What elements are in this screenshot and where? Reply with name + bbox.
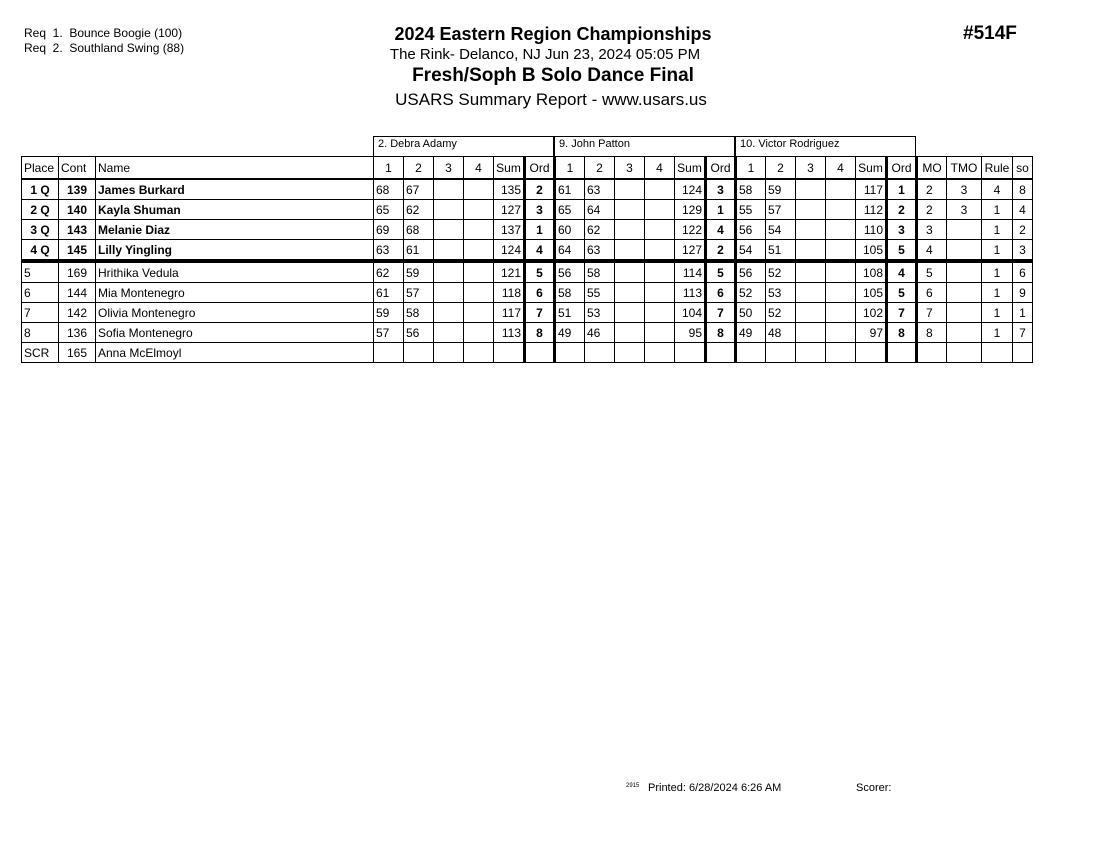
score-cell: 51 <box>555 303 585 323</box>
name-cell: Mia Montenegro <box>96 283 374 303</box>
mo-cell: 8 <box>917 323 947 343</box>
place-cell: 4 Q <box>22 240 59 262</box>
sum-cell: 129 <box>675 200 706 220</box>
cont-cell: 145 <box>59 240 96 262</box>
location-datetime: The Rink- Delanco, NJ Jun 23, 2024 05:05 PM <box>389 46 701 63</box>
ord-cell: 7 <box>525 303 555 323</box>
score-cell <box>615 261 645 283</box>
judge-header-3: 10. Victor Rodriguez <box>735 136 916 156</box>
col-j1-1: 1 <box>374 157 404 180</box>
col-mo: MO <box>917 157 947 180</box>
score-cell: 52 <box>766 303 796 323</box>
sum-cell <box>675 343 706 363</box>
score-cell: 58 <box>585 261 615 283</box>
score-cell: 55 <box>585 283 615 303</box>
ord-cell <box>706 343 736 363</box>
score-cell <box>464 240 494 262</box>
score-cell <box>796 303 826 323</box>
cont-cell: 169 <box>59 261 96 283</box>
col-sum-1: Sum <box>494 157 525 180</box>
col-tmo: TMO <box>947 157 982 180</box>
score-cell <box>615 200 645 220</box>
score-cell <box>645 179 675 200</box>
score-cell: 59 <box>766 179 796 200</box>
table-row <box>22 283 1033 303</box>
col-place: Place <box>22 157 59 180</box>
score-cell <box>434 283 464 303</box>
place-cell: 8 <box>22 323 59 343</box>
place-cell: 3 Q <box>22 220 59 240</box>
col-j1-4: 4 <box>464 157 494 180</box>
cont-cell: 143 <box>59 220 96 240</box>
ord-cell: 3 <box>525 200 555 220</box>
col-j3-2: 2 <box>766 157 796 180</box>
so-cell: 6 <box>1013 261 1033 283</box>
col-j2-3: 3 <box>615 157 645 180</box>
score-cell: 57 <box>374 323 404 343</box>
score-cell <box>615 343 645 363</box>
sum-cell <box>856 343 887 363</box>
sum-cell: 113 <box>675 283 706 303</box>
mo-cell: 3 <box>917 220 947 240</box>
results-table <box>21 156 1033 363</box>
score-cell: 49 <box>736 323 766 343</box>
tmo-cell <box>947 220 982 240</box>
sum-cell: 104 <box>675 303 706 323</box>
ord-cell: 4 <box>525 240 555 262</box>
col-cont: Cont <box>59 157 96 180</box>
cont-cell: 139 <box>59 179 96 200</box>
place-cell: 2 Q <box>22 200 59 220</box>
report-title: USARS Summary Report - www.usars.us <box>395 90 707 109</box>
so-cell: 4 <box>1013 200 1033 220</box>
sum-cell: 110 <box>856 220 887 240</box>
name-cell: James Burkard <box>96 179 374 200</box>
score-cell <box>434 240 464 262</box>
score-cell <box>615 240 645 262</box>
sum-cell: 124 <box>494 240 525 262</box>
ord-cell: 4 <box>887 261 917 283</box>
col-ord-3: Ord <box>887 157 917 180</box>
ord-cell: 5 <box>525 261 555 283</box>
so-cell: 8 <box>1013 179 1033 200</box>
ord-cell: 7 <box>706 303 736 323</box>
score-cell <box>645 303 675 323</box>
score-cell: 53 <box>585 303 615 323</box>
score-cell: 63 <box>374 240 404 262</box>
so-cell: 3 <box>1013 240 1033 262</box>
cont-cell: 140 <box>59 200 96 220</box>
sum-cell: 105 <box>856 283 887 303</box>
competition-title: 2024 Eastern Region Championships <box>394 24 712 44</box>
sum-cell: 102 <box>856 303 887 323</box>
score-cell <box>826 200 856 220</box>
score-cell: 56 <box>736 220 766 240</box>
rule-cell: 4 <box>982 179 1013 200</box>
score-cell: 56 <box>555 261 585 283</box>
score-cell <box>464 220 494 240</box>
col-so: so <box>1013 157 1033 180</box>
sum-cell: 121 <box>494 261 525 283</box>
table-row <box>22 343 1033 363</box>
cont-cell: 142 <box>59 303 96 323</box>
sum-cell: 127 <box>675 240 706 262</box>
score-cell: 54 <box>736 240 766 262</box>
table-row <box>22 220 1033 240</box>
ord-cell: 8 <box>887 323 917 343</box>
rule-cell: 1 <box>982 220 1013 240</box>
ord-cell: 6 <box>706 283 736 303</box>
score-cell <box>796 261 826 283</box>
score-cell: 46 <box>585 323 615 343</box>
ord-cell: 3 <box>887 220 917 240</box>
so-cell: 7 <box>1013 323 1033 343</box>
score-cell <box>645 240 675 262</box>
ord-cell: 4 <box>706 220 736 240</box>
score-cell: 56 <box>404 323 434 343</box>
score-cell <box>434 179 464 200</box>
so-cell: 2 <box>1013 220 1033 240</box>
score-cell <box>826 261 856 283</box>
sum-cell: 117 <box>494 303 525 323</box>
score-cell <box>796 179 826 200</box>
score-cell <box>645 323 675 343</box>
cont-cell: 136 <box>59 323 96 343</box>
col-j1-2: 2 <box>404 157 434 180</box>
ord-cell: 3 <box>706 179 736 200</box>
sum-cell: 124 <box>675 179 706 200</box>
place-cell: SCR <box>22 343 59 363</box>
score-cell <box>736 343 766 363</box>
table-row <box>22 261 1033 283</box>
cont-cell: 165 <box>59 343 96 363</box>
table-row <box>22 179 1033 200</box>
score-cell: 61 <box>555 179 585 200</box>
requirement-2: Req 2. Southland Swing (88) <box>24 41 185 55</box>
rule-cell: 1 <box>982 303 1013 323</box>
score-cell <box>464 200 494 220</box>
score-cell <box>434 323 464 343</box>
requirement-1: Req 1. Bounce Boogie (100) <box>24 26 183 40</box>
col-sum-2: Sum <box>675 157 706 180</box>
col-j2-2: 2 <box>585 157 615 180</box>
sum-cell: 135 <box>494 179 525 200</box>
score-cell <box>434 261 464 283</box>
ord-cell: 2 <box>706 240 736 262</box>
score-cell <box>645 343 675 363</box>
rule-cell: 1 <box>982 283 1013 303</box>
score-cell: 57 <box>766 200 796 220</box>
mo-cell: 6 <box>917 283 947 303</box>
results-body <box>22 157 1033 363</box>
score-cell: 59 <box>374 303 404 323</box>
score-cell: 53 <box>766 283 796 303</box>
name-cell: Olivia Montenegro <box>96 303 374 323</box>
tmo-cell: 3 <box>947 179 982 200</box>
sum-cell: 118 <box>494 283 525 303</box>
score-cell <box>645 200 675 220</box>
score-cell <box>796 200 826 220</box>
score-cell: 62 <box>374 261 404 283</box>
col-j3-1: 1 <box>736 157 766 180</box>
place-cell: 6 <box>22 283 59 303</box>
col-ord-1: Ord <box>525 157 555 180</box>
mo-cell: 7 <box>917 303 947 323</box>
table-row <box>22 303 1033 323</box>
score-cell: 57 <box>404 283 434 303</box>
tmo-cell <box>947 343 982 363</box>
sum-cell: 113 <box>494 323 525 343</box>
score-cell <box>434 303 464 323</box>
score-cell: 65 <box>555 200 585 220</box>
score-cell <box>615 220 645 240</box>
sum-cell: 114 <box>675 261 706 283</box>
sum-cell <box>494 343 525 363</box>
mo-cell <box>917 343 947 363</box>
header-row <box>22 157 1033 180</box>
score-cell <box>585 343 615 363</box>
col-j3-4: 4 <box>826 157 856 180</box>
score-cell <box>615 323 645 343</box>
score-cell: 58 <box>555 283 585 303</box>
sum-cell: 112 <box>856 200 887 220</box>
ord-cell: 7 <box>887 303 917 323</box>
col-j2-4: 4 <box>645 157 675 180</box>
place-cell: 7 <box>22 303 59 323</box>
sum-cell: 122 <box>675 220 706 240</box>
score-cell <box>434 200 464 220</box>
score-cell <box>796 323 826 343</box>
score-cell: 58 <box>404 303 434 323</box>
score-cell: 68 <box>374 179 404 200</box>
score-cell <box>826 240 856 262</box>
score-cell: 69 <box>374 220 404 240</box>
so-cell: 1 <box>1013 303 1033 323</box>
score-cell: 64 <box>555 240 585 262</box>
printed-timestamp: Printed: 6/28/2024 6:26 AM <box>648 782 782 794</box>
name-cell: Anna McElmoyl <box>96 343 374 363</box>
score-cell <box>464 303 494 323</box>
score-cell <box>374 343 404 363</box>
name-cell: Sofia Montenegro <box>96 323 374 343</box>
tmo-cell: 3 <box>947 200 982 220</box>
col-sum-3: Sum <box>856 157 887 180</box>
score-cell <box>615 283 645 303</box>
sum-cell: 108 <box>856 261 887 283</box>
mo-cell: 2 <box>917 200 947 220</box>
scorer-label: Scorer: <box>856 782 892 794</box>
score-cell: 63 <box>585 179 615 200</box>
tmo-cell <box>947 283 982 303</box>
score-cell: 59 <box>404 261 434 283</box>
col-name: Name <box>96 157 374 180</box>
score-cell <box>796 240 826 262</box>
sum-cell: 97 <box>856 323 887 343</box>
rule-cell: 1 <box>982 240 1013 262</box>
score-cell <box>796 220 826 240</box>
ord-cell: 1 <box>887 179 917 200</box>
rule-cell <box>982 343 1013 363</box>
score-cell <box>434 343 464 363</box>
name-cell: Kayla Shuman <box>96 200 374 220</box>
ord-cell: 5 <box>887 240 917 262</box>
score-cell <box>645 283 675 303</box>
score-cell: 61 <box>404 240 434 262</box>
score-cell <box>826 179 856 200</box>
score-cell <box>464 323 494 343</box>
score-cell <box>464 179 494 200</box>
mo-cell: 2 <box>917 179 947 200</box>
score-cell <box>404 343 434 363</box>
sum-cell: 137 <box>494 220 525 240</box>
rule-cell: 1 <box>982 261 1013 283</box>
table-row <box>22 240 1033 262</box>
rule-cell: 1 <box>982 323 1013 343</box>
sum-cell: 127 <box>494 200 525 220</box>
place-cell: 5 <box>22 261 59 283</box>
score-cell: 68 <box>404 220 434 240</box>
mo-cell: 4 <box>917 240 947 262</box>
ord-cell: 1 <box>525 220 555 240</box>
cont-cell: 144 <box>59 283 96 303</box>
score-cell <box>434 220 464 240</box>
score-cell <box>826 303 856 323</box>
ord-cell: 8 <box>706 323 736 343</box>
col-rule: Rule <box>982 157 1013 180</box>
judge-header-2: 9. John Patton <box>554 136 735 156</box>
ord-cell: 1 <box>706 200 736 220</box>
ord-cell: 8 <box>525 323 555 343</box>
sum-cell: 117 <box>856 179 887 200</box>
score-cell: 55 <box>736 200 766 220</box>
score-cell <box>464 261 494 283</box>
score-cell: 54 <box>766 220 796 240</box>
judge-header-1: 2. Debra Adamy <box>373 136 554 156</box>
place-cell: 1 Q <box>22 179 59 200</box>
so-cell: 9 <box>1013 283 1033 303</box>
col-ord-2: Ord <box>706 157 736 180</box>
tmo-cell <box>947 261 982 283</box>
score-cell <box>826 283 856 303</box>
rule-cell: 1 <box>982 200 1013 220</box>
score-cell: 58 <box>736 179 766 200</box>
score-cell <box>826 343 856 363</box>
tmo-cell <box>947 323 982 343</box>
ord-cell <box>525 343 555 363</box>
score-cell <box>555 343 585 363</box>
ord-cell <box>887 343 917 363</box>
table-row <box>22 200 1033 220</box>
name-cell: Hrithika Vedula <box>96 261 374 283</box>
mo-cell: 5 <box>917 261 947 283</box>
score-cell <box>645 220 675 240</box>
score-cell <box>615 303 645 323</box>
score-cell <box>826 220 856 240</box>
score-cell: 48 <box>766 323 796 343</box>
score-cell <box>796 283 826 303</box>
ord-cell: 2 <box>887 200 917 220</box>
event-name: Fresh/Soph B Solo Dance Final <box>412 65 694 86</box>
score-cell: 67 <box>404 179 434 200</box>
footer-code: 2915 <box>626 783 640 789</box>
so-cell <box>1013 343 1033 363</box>
score-cell: 63 <box>585 240 615 262</box>
table-row <box>22 323 1033 343</box>
score-cell: 49 <box>555 323 585 343</box>
event-number: #514F <box>963 23 1017 44</box>
name-cell: Lilly Yingling <box>96 240 374 262</box>
name-cell: Melanie Diaz <box>96 220 374 240</box>
score-cell <box>464 343 494 363</box>
sum-cell: 95 <box>675 323 706 343</box>
score-cell <box>796 343 826 363</box>
score-cell: 52 <box>736 283 766 303</box>
score-cell <box>615 179 645 200</box>
score-cell: 62 <box>404 200 434 220</box>
score-cell <box>826 323 856 343</box>
score-cell <box>464 283 494 303</box>
ord-cell: 5 <box>887 283 917 303</box>
score-cell: 56 <box>736 261 766 283</box>
tmo-cell <box>947 240 982 262</box>
score-cell: 50 <box>736 303 766 323</box>
score-cell: 52 <box>766 261 796 283</box>
col-j1-3: 3 <box>434 157 464 180</box>
score-cell <box>766 343 796 363</box>
score-cell: 51 <box>766 240 796 262</box>
score-cell: 65 <box>374 200 404 220</box>
col-j2-1: 1 <box>555 157 585 180</box>
col-j3-3: 3 <box>796 157 826 180</box>
ord-cell: 2 <box>525 179 555 200</box>
ord-cell: 6 <box>525 283 555 303</box>
score-cell: 64 <box>585 200 615 220</box>
score-cell: 60 <box>555 220 585 240</box>
ord-cell: 5 <box>706 261 736 283</box>
tmo-cell <box>947 303 982 323</box>
score-cell: 62 <box>585 220 615 240</box>
sum-cell: 105 <box>856 240 887 262</box>
score-cell <box>645 261 675 283</box>
score-cell: 61 <box>374 283 404 303</box>
